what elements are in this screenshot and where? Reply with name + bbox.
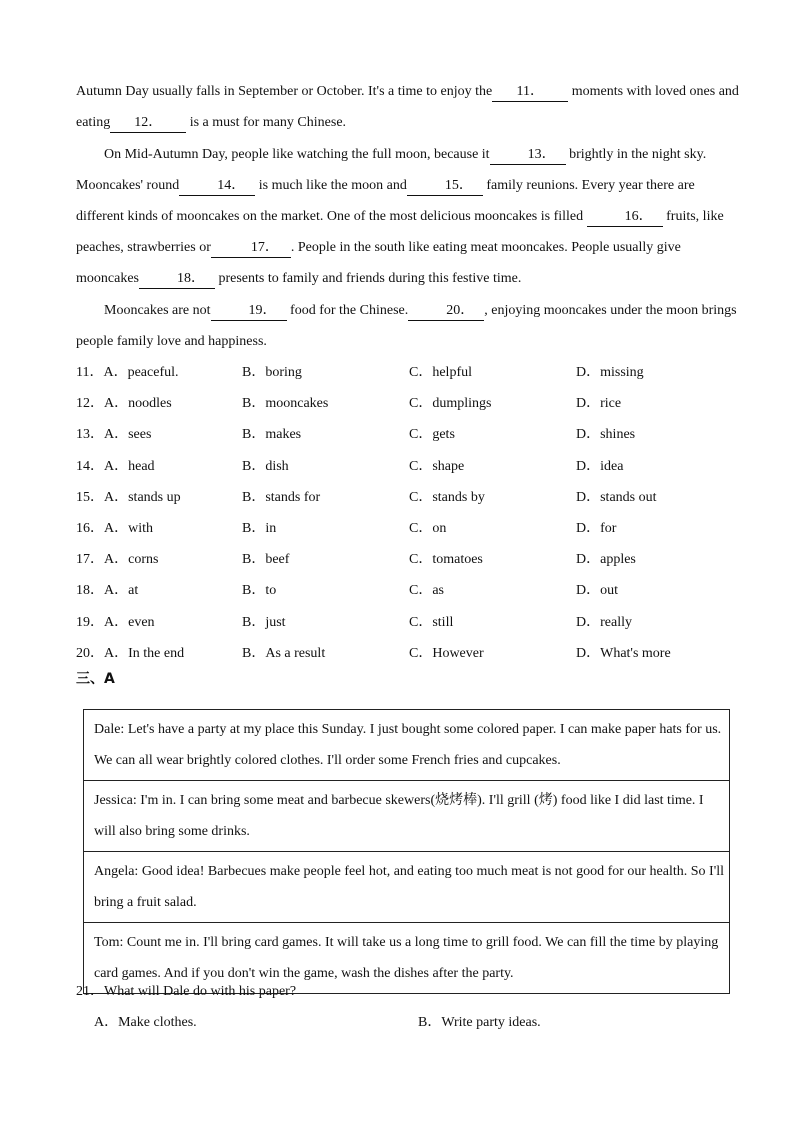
answer-option-label: B．dish	[242, 458, 289, 474]
passage-text: brightly in the night sky. Mooncakes' round	[76, 147, 707, 193]
answer-option-label: B．As a result	[242, 645, 326, 661]
blank-11: 11．	[492, 83, 568, 102]
blank-17: 17．	[211, 239, 291, 258]
answer-option-d[interactable]	[576, 451, 623, 482]
passage-paragraph-3	[76, 295, 746, 357]
answer-option-label: B．mooncakes	[242, 396, 329, 412]
answer-option-d[interactable]	[576, 607, 632, 638]
answer-option-label: A．with	[104, 520, 153, 536]
question-row	[76, 607, 756, 638]
answer-option-label: D．for	[576, 520, 617, 536]
question-number: 19．	[76, 614, 104, 630]
dialogue-cell-angela: Angela: Good idea! Barbecues make people feel hot, and eating too much meat is not good for our health. So I'll bring a fruit salad.	[84, 852, 729, 923]
answer-option-label: A．In the end	[104, 645, 185, 661]
question-number: 12．	[76, 396, 104, 412]
question-number: 17．	[76, 552, 104, 568]
answer-option-c[interactable]	[409, 607, 453, 638]
answer-option-b[interactable]	[242, 575, 276, 606]
answer-option-c[interactable]	[409, 544, 483, 575]
answer-option-a[interactable]	[76, 419, 151, 450]
answer-option-c[interactable]	[409, 388, 491, 419]
options-list	[76, 357, 756, 669]
question-number: 16．	[76, 520, 104, 536]
answer-option-b[interactable]	[242, 388, 328, 419]
question-row	[76, 451, 756, 482]
question-row	[76, 638, 756, 669]
answer-option-c[interactable]	[409, 357, 472, 388]
passage-text: presents to family and friends during this festive time.	[214, 271, 522, 286]
blank-20: 20．	[408, 302, 484, 321]
answer-option-label: A．sees	[104, 427, 152, 443]
answer-option-b[interactable]	[242, 357, 302, 388]
answer-option-label: C．helpful	[409, 365, 472, 380]
question-number: 15．	[76, 489, 104, 505]
answer-option-d[interactable]	[576, 357, 644, 388]
dialogue-cell-tom: Tom: Count me in. I'll bring card games. It will take us a long time to grill food. We can fill the time by playing card games. And if you don't win the game, wash the dishes after the party.	[94, 935, 719, 981]
answer-option-label: C．still	[409, 614, 454, 630]
passage-text: is a must for many Chinese.	[186, 115, 347, 130]
answer-option-label: B．boring	[242, 365, 302, 380]
answer-option-label: D．stands out	[576, 489, 657, 505]
answer-option-label: B．to	[242, 583, 277, 599]
passage-text: On Mid-Autumn Day, people like watching the full moon, because it	[104, 147, 490, 162]
answer-option-label: D．idea	[576, 458, 624, 474]
answer-option-a[interactable]	[76, 638, 184, 669]
question-number: 11．	[76, 365, 104, 380]
dialogue-table	[83, 709, 730, 994]
answer-option-d[interactable]	[576, 575, 618, 606]
passage-paragraph-1	[76, 76, 746, 138]
answer-option-label: A．head	[104, 458, 155, 474]
answer-option-label: B．makes	[242, 427, 302, 443]
passage-text: family reunions. Every year there are different kinds of mooncakes on the market. One of the most delicious mooncakes is filled	[76, 178, 695, 224]
answer-option-a[interactable]	[76, 451, 155, 482]
passage-text: Autumn Day usually falls in September or October. It's a time to enjoy the	[76, 84, 493, 99]
answer-option-b[interactable]	[242, 513, 276, 544]
passage-text: is much like the moon and	[255, 178, 407, 193]
question-number: 20．	[76, 645, 104, 661]
answer-option-a[interactable]	[76, 388, 172, 419]
question-row	[76, 544, 756, 575]
answer-option-a[interactable]	[76, 357, 179, 388]
answer-option-label: A．even	[104, 614, 155, 630]
answer-option-label: B．in	[242, 520, 277, 536]
answer-option-label: C．However	[409, 645, 484, 661]
answer-option-c[interactable]	[409, 451, 464, 482]
question-row	[76, 513, 756, 544]
answer-option-b[interactable]	[242, 544, 289, 575]
question-21-stem: 21．What will Dale do with his paper?	[76, 984, 297, 999]
answer-option-label: D．shines	[576, 427, 636, 443]
answer-option-a[interactable]	[76, 575, 138, 606]
answer-option-a[interactable]	[76, 482, 181, 513]
blank-16: 16．	[587, 208, 663, 227]
answer-option-d[interactable]	[576, 513, 616, 544]
answer-option-c[interactable]	[409, 419, 455, 450]
answer-option-label: A．peaceful.	[103, 365, 179, 380]
question-number: 13．	[76, 427, 104, 443]
answer-option-d[interactable]	[576, 419, 635, 450]
blank-12: 12．	[110, 114, 186, 133]
answer-option-a[interactable]	[76, 607, 155, 638]
blank-14: 14．	[179, 177, 255, 196]
answer-option-c[interactable]	[409, 513, 446, 544]
answer-option-b[interactable]	[242, 607, 286, 638]
question-number: 14．	[76, 458, 104, 474]
answer-option-label: C．on	[409, 520, 447, 536]
blank-18: 18．	[139, 270, 215, 289]
passage-text: , enjoying mooncakes under the moon brings people family love and happiness.	[76, 303, 737, 349]
answer-option-b[interactable]	[242, 451, 289, 482]
passage-text: Mooncakes are not	[104, 303, 211, 318]
answer-option-c[interactable]	[409, 482, 485, 513]
question-row	[76, 482, 756, 513]
question-row	[76, 357, 756, 388]
answer-option-label: D．missing	[576, 365, 644, 380]
dialogue-cell-jessica: Jessica: I'm in. I can bring some meat and barbecue skewers(烧烤棒). I'll grill (烤) food like I did last time. I will also bring some drinks.	[84, 781, 729, 852]
answer-option-d[interactable]	[576, 388, 621, 419]
answer-option-label: A．stands up	[104, 489, 181, 505]
passage-text: moments with loved ones and eating	[76, 84, 739, 130]
answer-option-label: B．stands for	[242, 489, 321, 505]
blank-15: 15．	[407, 177, 483, 196]
passage-text: food for the Chinese.	[286, 303, 409, 318]
answer-option-label: B．beef	[242, 552, 290, 568]
answer-option-a[interactable]	[76, 513, 153, 544]
answer-option-d[interactable]	[576, 638, 671, 669]
passage-text: . People in the south like eating meat mooncakes. People usually give mooncakes	[76, 240, 681, 286]
answer-option-b[interactable]	[242, 482, 320, 513]
passage-text: fruits, like peaches, strawberries or	[76, 209, 724, 255]
answer-option-label: C．stands by	[409, 489, 485, 505]
answer-option-label: D．apples	[576, 552, 636, 568]
answer-option-c[interactable]	[409, 575, 444, 606]
answer-option-label: C．as	[409, 583, 444, 599]
answer-option-a[interactable]	[76, 544, 158, 575]
answer-option-label: D．What's more	[576, 645, 671, 661]
answer-option-label: A．corns	[104, 552, 159, 568]
answer-option-b[interactable]	[242, 638, 325, 669]
answer-option-b[interactable]	[242, 419, 301, 450]
answer-option-label: B．just	[242, 614, 286, 630]
answer-option-label: D．rice	[576, 396, 622, 412]
answer-option-label: A．at	[104, 583, 139, 599]
question-row	[76, 575, 756, 606]
answer-option-label: A．noodles	[104, 396, 172, 412]
question-21-option-a[interactable]: A．Make clothes.	[94, 1015, 197, 1030]
question-row	[76, 419, 756, 450]
blank-13: 13．	[490, 146, 566, 165]
question-number: 18．	[76, 583, 104, 599]
passage-paragraph-2	[76, 139, 746, 294]
answer-option-c[interactable]	[409, 638, 484, 669]
answer-option-label: C．tomatoes	[409, 552, 483, 568]
dialogue-cell-dale: Dale: Let's have a party at my place this Sunday. I just bought some colored paper. I can make paper hats for us. We can all wear brightly colored clothes. I'll order some French fries and cupcakes.	[84, 710, 729, 781]
answer-option-label: C．gets	[409, 427, 455, 443]
answer-option-d[interactable]	[576, 482, 657, 513]
answer-option-label: D．out	[576, 583, 618, 599]
question-21-option-b[interactable]: B．Write party ideas.	[418, 1015, 541, 1030]
blank-19: 19．	[211, 302, 287, 321]
answer-option-label: C．shape	[409, 458, 465, 474]
answer-option-d[interactable]	[576, 544, 636, 575]
section-heading: 三、A	[76, 671, 115, 687]
question-row	[76, 388, 756, 419]
answer-option-label: D．really	[576, 614, 632, 630]
answer-option-label: C．dumplings	[409, 396, 492, 412]
